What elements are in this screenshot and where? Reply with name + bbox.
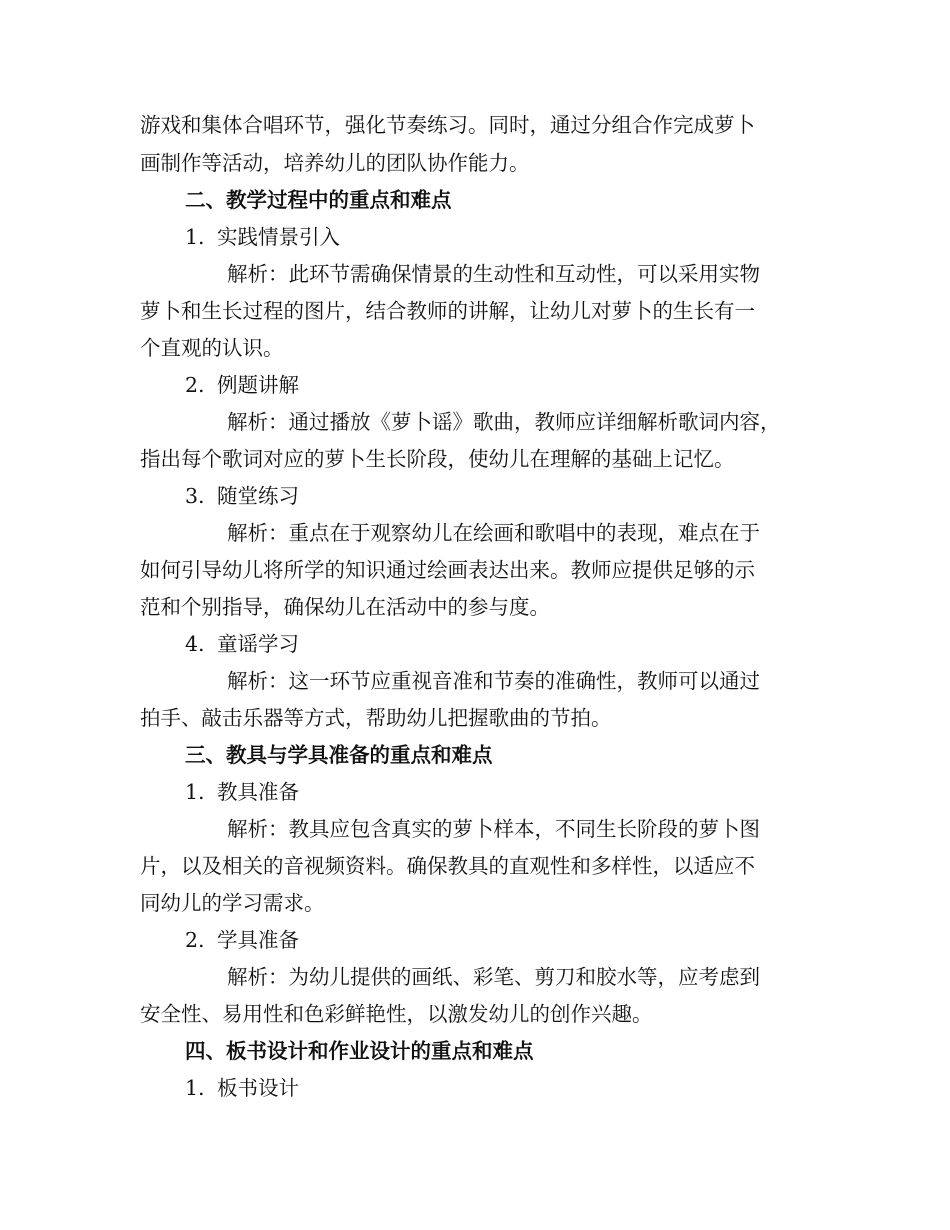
section-2-item-2	[185, 371, 855, 399]
section-2-item-1-line-2: 萝卜和生长过程的图片，结合教师的讲解，让幼儿对萝卜的生长有一	[140, 299, 755, 323]
item-number: 2.	[185, 373, 205, 397]
item-number: 1.	[185, 225, 205, 249]
item-title: 板书设计	[217, 1076, 299, 1100]
section-2-item-4	[185, 630, 855, 658]
section-4-item-1	[185, 1074, 855, 1102]
item-title: 随堂练习	[217, 484, 299, 508]
section-2-item-4-line-1: 解析：这一环节应重视音准和节奏的准确性，教师可以通过	[227, 669, 760, 693]
section-2-item-4-line-2: 拍手、敲击乐器等方式，帮助幼儿把握歌曲的节拍。	[140, 706, 612, 730]
item-title: 童谣学习	[217, 632, 299, 656]
section-3-item-2	[185, 926, 855, 954]
item-title: 教具准备	[217, 780, 299, 804]
item-number: 2.	[185, 928, 205, 952]
section-3-item-1-line-1: 解析：教具应包含真实的萝卜样本，不同生长阶段的萝卜图	[227, 817, 760, 841]
section-2-item-3-line-1: 解析：重点在于观察幼儿在绘画和歌唱中的表现，难点在于	[227, 521, 760, 545]
item-title: 例题讲解	[217, 373, 299, 397]
item-title: 学具准备	[217, 928, 299, 952]
item-title: 实践情景引入	[217, 225, 340, 249]
section-3-item-1-line-3: 同幼儿的学习需求。	[140, 891, 325, 915]
intro-line-2: 画制作等活动，培养幼儿的团队协作能力。	[140, 151, 530, 175]
section-4-heading: 四、板书设计和作业设计的重点和难点	[185, 1039, 534, 1063]
section-2-item-1	[185, 223, 855, 251]
intro-line-1: 游戏和集体合唱环节，强化节奏练习。同时，通过分组合作完成萝卜	[140, 113, 755, 137]
section-3-item-2-line-1: 解析：为幼儿提供的画纸、彩笔、剪刀和胶水等，应考虑到	[227, 965, 760, 989]
section-2-item-2-line-2: 指出每个歌词对应的萝卜生长阶段，使幼儿在理解的基础上记忆。	[140, 447, 735, 471]
section-2-item-1-line-1: 解析：此环节需确保情景的生动性和互动性，可以采用实物	[227, 262, 760, 286]
item-number: 3.	[185, 484, 205, 508]
section-2-item-3-line-3: 范和个别指导，确保幼儿在活动中的参与度。	[140, 595, 550, 619]
section-2-item-3-line-2: 如何引导幼儿将所学的知识通过绘画表达出来。教师应提供足够的示	[140, 558, 755, 582]
item-number: 1.	[185, 780, 205, 804]
item-number: 1.	[185, 1076, 205, 1100]
section-2-item-3	[185, 482, 855, 510]
section-3-item-1	[185, 778, 855, 806]
section-3-item-2-line-2: 安全性、易用性和色彩鲜艳性，以激发幼儿的创作兴趣。	[140, 1002, 653, 1026]
section-2-heading: 二、教学过程中的重点和难点	[185, 188, 452, 212]
section-3-item-1-line-2: 片，以及相关的音视频资料。确保教具的直观性和多样性，以适应不	[140, 854, 755, 878]
section-3-heading: 三、教具与学具准备的重点和难点	[185, 743, 493, 767]
section-2-item-1-line-3: 个直观的认识。	[140, 336, 284, 360]
item-number: 4.	[185, 632, 205, 656]
section-2-item-2-line-1: 解析：通过播放《萝卜谣》歌曲，教师应详细解析歌词内容，	[227, 410, 781, 434]
